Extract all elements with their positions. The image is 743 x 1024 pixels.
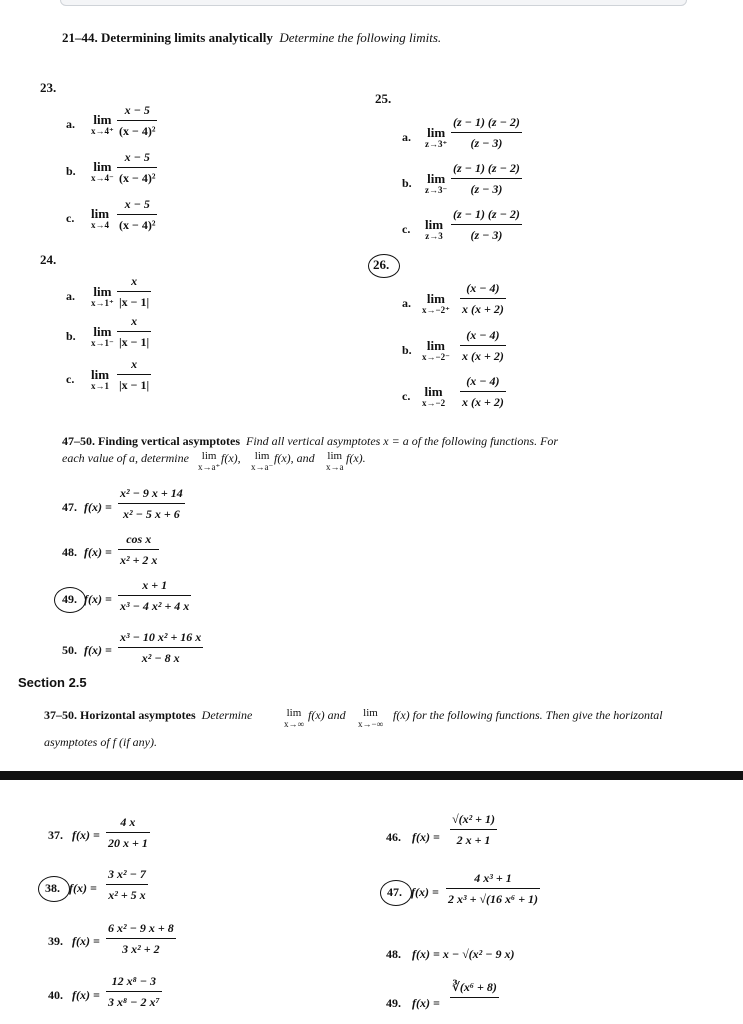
denominator: (z − 3): [470, 136, 503, 150]
section-label: Section 2.5: [18, 675, 87, 690]
heading-instructions: Find all vertical asymptotes x = a of the following functions. For: [246, 434, 559, 448]
fraction: [451, 207, 522, 243]
problem-23-number: 23.: [40, 80, 57, 95]
fraction: [460, 281, 506, 317]
fraction: [106, 974, 162, 1010]
denominator: |x − 1|: [119, 295, 150, 309]
lim-subscript: x→−2⁻: [422, 352, 450, 362]
lim-text: lim: [424, 384, 443, 399]
denominator: 2 x + 1: [456, 833, 491, 847]
heading-range: 47–50.: [62, 434, 95, 448]
fx-text: f(x),: [221, 451, 241, 465]
page-divider: [0, 771, 743, 780]
lim-subscript: z→3⁺: [425, 139, 448, 149]
function-label: f(x) =: [84, 500, 112, 514]
problem-24-number: 24.: [40, 252, 57, 267]
heading-instructions: Determine the following limits.: [279, 30, 442, 45]
lim-subscript: x→1⁺: [91, 298, 114, 308]
part-label: c.: [66, 372, 75, 386]
fx-text: f(x).: [346, 451, 366, 465]
problem-number: 46.: [386, 830, 401, 844]
section-heading-limits: [62, 30, 441, 46]
problem-number: 37.: [48, 828, 63, 842]
numerator: x: [131, 314, 138, 328]
fraction: [450, 980, 499, 998]
heading-range: 21–44.: [62, 30, 98, 45]
fraction: [450, 812, 497, 848]
fraction: [106, 921, 176, 957]
lim-text: lim: [427, 171, 446, 186]
part-label: b.: [66, 329, 76, 343]
denominator: |x − 1|: [119, 335, 150, 349]
lim-text: lim: [286, 707, 302, 719]
lim-text: lim: [91, 206, 110, 221]
denominator: x (x + 2): [462, 302, 504, 316]
problem-26-number: 26.: [373, 257, 390, 272]
problem-number: 49.: [62, 592, 77, 606]
function-label: f(x) =: [72, 934, 100, 948]
heading-title: Determining limits analytically: [101, 30, 273, 45]
fraction: [117, 274, 151, 310]
limit-operator: [358, 707, 383, 729]
fraction: [451, 115, 522, 151]
fraction: [118, 578, 191, 614]
heading-instructions: Determine: [201, 708, 253, 722]
function-expression: f(x) = x − √(x² − 9 x): [412, 947, 515, 961]
lim-subscript: x→−2⁺: [422, 305, 450, 315]
problem-number: 47.: [387, 885, 402, 899]
part-label: a.: [66, 289, 75, 303]
heading-range: 37–50.: [44, 708, 77, 722]
problem-number: 50.: [62, 643, 77, 657]
lim-text: lim: [201, 450, 217, 462]
part-label: c.: [402, 222, 411, 236]
fraction: [118, 630, 203, 666]
lim-subscript: x→∞: [284, 719, 304, 729]
limit-operator: [91, 208, 109, 230]
part-label: b.: [66, 164, 76, 178]
numerator: x: [131, 274, 138, 288]
limit-operator: [425, 219, 443, 241]
limit-operator: [91, 161, 114, 183]
lim-text: lim: [93, 112, 112, 127]
limit-operator: [422, 386, 445, 408]
denominator: 3 x² + 2: [122, 942, 160, 956]
numerator: x − 5: [124, 197, 150, 211]
function-label: f(x) =: [72, 988, 100, 1002]
fraction: [118, 532, 159, 568]
lim-subscript: z→3: [425, 231, 443, 241]
lim-text: lim: [93, 324, 112, 339]
numerator: (x − 4): [466, 328, 500, 342]
lim-subscript: x→4: [91, 220, 110, 230]
lim-subscript: x→4⁻: [91, 173, 114, 183]
lim-text: lim: [427, 125, 446, 140]
function-label: f(x) =: [84, 592, 112, 606]
fraction: [446, 871, 540, 907]
numerator: x + 1: [142, 578, 168, 592]
fraction-bar: [450, 997, 499, 998]
lim-text: lim: [426, 338, 445, 353]
lim-subscript: x→1: [91, 381, 110, 391]
lim-text: lim: [254, 450, 270, 462]
part-label: b.: [402, 343, 412, 357]
limit-operator: [198, 450, 220, 472]
denominator: |x − 1|: [119, 378, 150, 392]
denominator: (x − 4)²: [119, 124, 156, 138]
function-label: f(x) =: [69, 881, 97, 895]
limit-operator: [91, 286, 114, 308]
section-heading-horizontal: [44, 708, 252, 723]
denominator: 2 x³ + √(16 x⁶ + 1): [448, 892, 539, 906]
limit-operator: [425, 173, 447, 195]
limit-operator: [326, 450, 344, 472]
limit-operator: [425, 127, 447, 149]
limit-operator: [422, 293, 450, 315]
numerator: (z − 1) (z − 2): [453, 207, 520, 221]
fraction: [460, 328, 506, 364]
numerator: 12 x⁸ − 3: [111, 974, 157, 988]
part-label: a.: [66, 117, 75, 131]
lim-text: lim: [327, 450, 343, 462]
lim-text: lim: [91, 367, 110, 382]
numerator: (x − 4): [466, 374, 500, 388]
numerator: x² − 9 x + 14: [120, 486, 183, 500]
numerator: x − 5: [124, 103, 150, 117]
lim-subscript: z→3⁻: [425, 185, 448, 195]
numerator: (z − 1) (z − 2): [453, 115, 520, 129]
fraction: [117, 150, 157, 186]
numerator: x³ − 10 x² + 16 x: [120, 630, 202, 644]
fraction: [117, 314, 151, 350]
fraction: [118, 486, 185, 522]
limit-operator: [251, 450, 273, 472]
denominator: x² + 5 x: [108, 888, 146, 902]
fraction: [106, 867, 148, 903]
lim-subscript: x→a: [326, 462, 344, 472]
heading-title: Finding vertical asymptotes: [98, 434, 240, 448]
denominator: x³ − 4 x² + 4 x: [120, 599, 190, 613]
lim-text: lim: [425, 217, 444, 232]
numerator: 3 x² − 7: [108, 867, 146, 881]
limit-operator: [91, 326, 114, 348]
lim-subscript: x→−2: [422, 398, 446, 408]
part-label: c.: [66, 211, 75, 225]
numerator: (x − 4): [466, 281, 500, 295]
lim-subscript: x→4⁺: [91, 126, 114, 136]
top-scroll-bar: [60, 0, 687, 6]
lim-subscript: x→a⁺: [198, 462, 221, 472]
denominator: (z − 3): [470, 182, 503, 196]
part-label: b.: [402, 176, 412, 190]
numerator: 4 x: [120, 815, 136, 829]
numerator: 4 x³ + 1: [474, 871, 512, 885]
lim-text: lim: [93, 284, 112, 299]
part-label: a.: [402, 130, 411, 144]
denominator: x (x + 2): [462, 395, 504, 409]
lim-text: lim: [426, 291, 445, 306]
lim-text: lim: [93, 159, 112, 174]
problem-25-number: 25.: [375, 91, 392, 106]
problem-number: 39.: [48, 934, 63, 948]
function-label: f(x) =: [84, 545, 112, 559]
fraction: [117, 357, 151, 393]
numerator: (z − 1) (z − 2): [453, 161, 520, 175]
part-label: c.: [402, 389, 411, 403]
denominator: x² + 2 x: [120, 553, 158, 567]
problem-number: 47.: [62, 500, 77, 514]
fx-text: f(x) and: [308, 708, 346, 722]
function-label: f(x) =: [411, 885, 439, 899]
function-label: f(x) =: [84, 643, 112, 657]
problem-number: 40.: [48, 988, 63, 1002]
fx-text: f(x) for the following functions. Then give the horizontal: [393, 708, 663, 722]
limit-operator: [91, 114, 114, 136]
numerator: √(x² + 1): [452, 812, 496, 826]
heading-instructions-line2: each value of a, determine: [62, 451, 189, 465]
problem-number: 38.: [45, 881, 60, 895]
denominator: x² − 5 x + 6: [123, 507, 180, 521]
part-label: a.: [402, 296, 411, 310]
denominator: x (x + 2): [462, 349, 504, 363]
numerator: 6 x² − 9 x + 8: [108, 921, 174, 935]
heading-title: Horizontal asymptotes: [80, 708, 196, 722]
fraction: [117, 197, 157, 233]
lim-subscript: x→1⁻: [91, 338, 114, 348]
denominator: x² − 8 x: [141, 651, 180, 665]
limit-operator: [284, 707, 304, 729]
numerator: x − 5: [124, 150, 150, 164]
denominator: 20 x + 1: [108, 836, 148, 850]
numerator: ∛(x⁶ + 8): [452, 980, 497, 994]
section-heading-vertical: [62, 434, 558, 449]
heading-instructions-line2: asymptotes of f (if any).: [44, 735, 157, 749]
numerator: cos x: [126, 532, 152, 546]
function-label: f(x) =: [72, 828, 100, 842]
fx-text: f(x), and: [274, 451, 315, 465]
lim-subscript: x→a⁻: [251, 462, 274, 472]
denominator: (x − 4)²: [119, 218, 156, 232]
limit-operator: [422, 340, 450, 362]
numerator: x: [131, 357, 138, 371]
problem-number: 49.: [386, 996, 401, 1010]
denominator: 3 x⁸ − 2 x⁷: [108, 995, 160, 1009]
fraction: [117, 103, 157, 139]
function-label: f(x) =: [412, 830, 440, 844]
function-label: f(x) =: [412, 996, 440, 1010]
lim-text: lim: [363, 707, 378, 719]
fraction: [460, 374, 506, 410]
denominator: (x − 4)²: [119, 171, 156, 185]
problem-number: 48.: [386, 947, 401, 961]
fraction: [106, 815, 150, 851]
problem-number: 48.: [62, 545, 77, 559]
fraction: [451, 161, 522, 197]
limit-operator: [91, 369, 109, 391]
lim-subscript: x→−∞: [358, 719, 383, 729]
denominator: (z − 3): [470, 228, 503, 242]
